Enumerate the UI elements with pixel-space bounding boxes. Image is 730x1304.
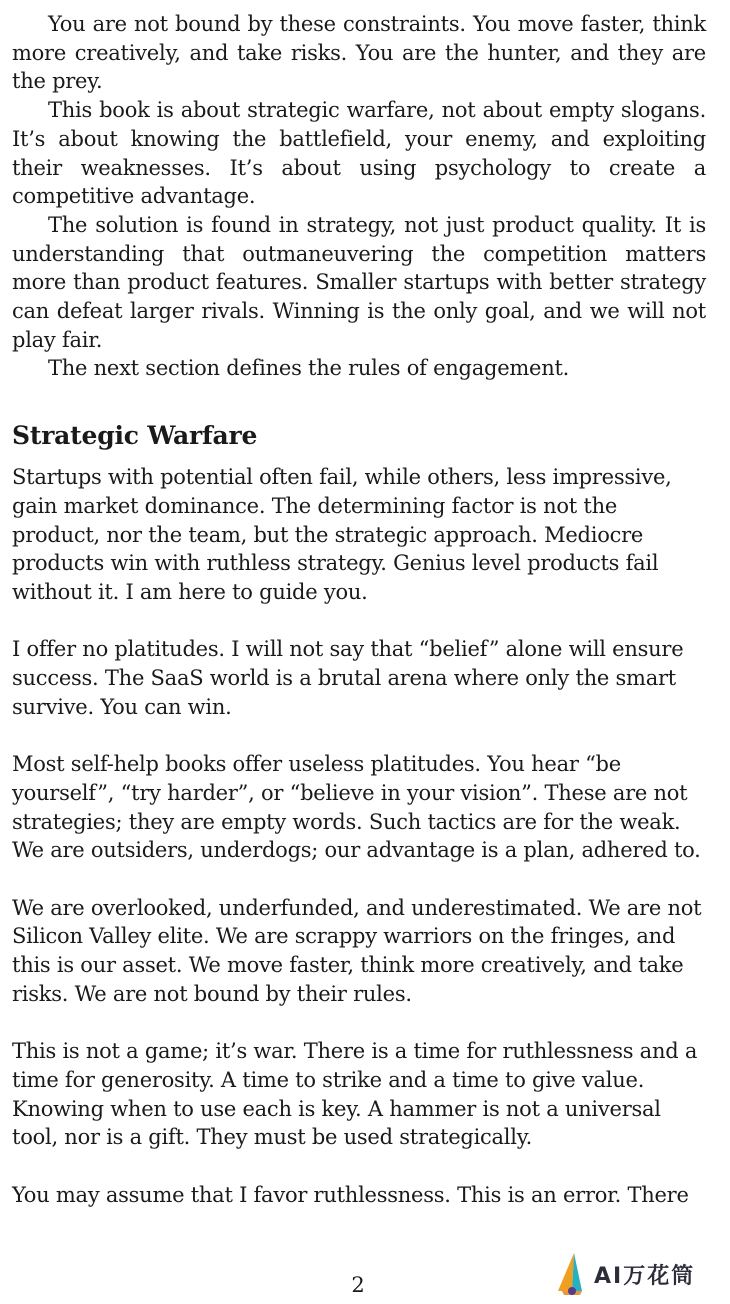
section-paragraph-2: I offer no platitudes. I will not say that “belief” alone will ensure success. The SaaS world is a brutal arena where only the smart survive. You can win. bbox=[12, 637, 684, 719]
page-number: 2 bbox=[351, 1273, 365, 1297]
section-paragraph-3: Most self-help books offer useless platitudes. You hear “be yourself”, “try harder”, or “believe in your vision”. These are not strategies; they are empty words. Such tactics are for the weak. We are outsiders, underdogs; our advantage is a plan, adhered to. bbox=[12, 752, 701, 863]
intro-paragraph-4: The next section defines the rules of engagement. bbox=[48, 356, 570, 381]
watermark-text: AI万花筒 bbox=[594, 1263, 696, 1289]
page-content bbox=[12, 10, 706, 1209]
section-paragraph-4: We are overlooked, underfunded, and underestimated. We are not Silicon Valley elite. We are scrappy warriors on the fringes, and this is our asset. We move faster, think more creatively, and take risks. We are not bound by their rules. bbox=[12, 895, 702, 1006]
intro-paragraph-3: The solution is found in strategy, not just product quality. It is understanding that outmaneuvering the competition matters more than product features. Smaller startups with better strategy can defeat larger rivals. Winning is the only goal, and we will not play fair. bbox=[12, 212, 706, 352]
section-paragraph-5: This is not a game; it’s war. There is a time for ruthlessness and a time for generosity. A time to strike and a time to give value. Knowing when to use each is key. A hammer is not a universal tool, nor is a gift. They must be used strategically. bbox=[12, 1039, 698, 1150]
section-paragraph-6: You may assume that I favor ruthlessness. This is an error. There bbox=[12, 1182, 689, 1207]
watermark bbox=[552, 1250, 695, 1298]
kaleidoscope-logo-icon bbox=[552, 1251, 592, 1297]
section-paragraph-1: Startups with potential often fail, while others, less impressive, gain market dominance. The determining factor is not the product, nor the team, but the strategic approach. Mediocre products win with ruthless strategy. Genius level products fail without it. I am here to guide you. bbox=[12, 465, 672, 604]
intro-paragraph-2: This book is about strategic warfare, not about empty slogans. It’s about knowing the battlefield, your enemy, and exploiting their weaknesses. It’s about using psychology to create a competitive advantage. bbox=[12, 98, 706, 209]
section-title: Strategic Warfare bbox=[12, 421, 258, 451]
intro-paragraph-1: You are not bound by these constraints. You move faster, think more creatively, and take risks. You are the hunter, and they are the prey. bbox=[12, 12, 706, 94]
